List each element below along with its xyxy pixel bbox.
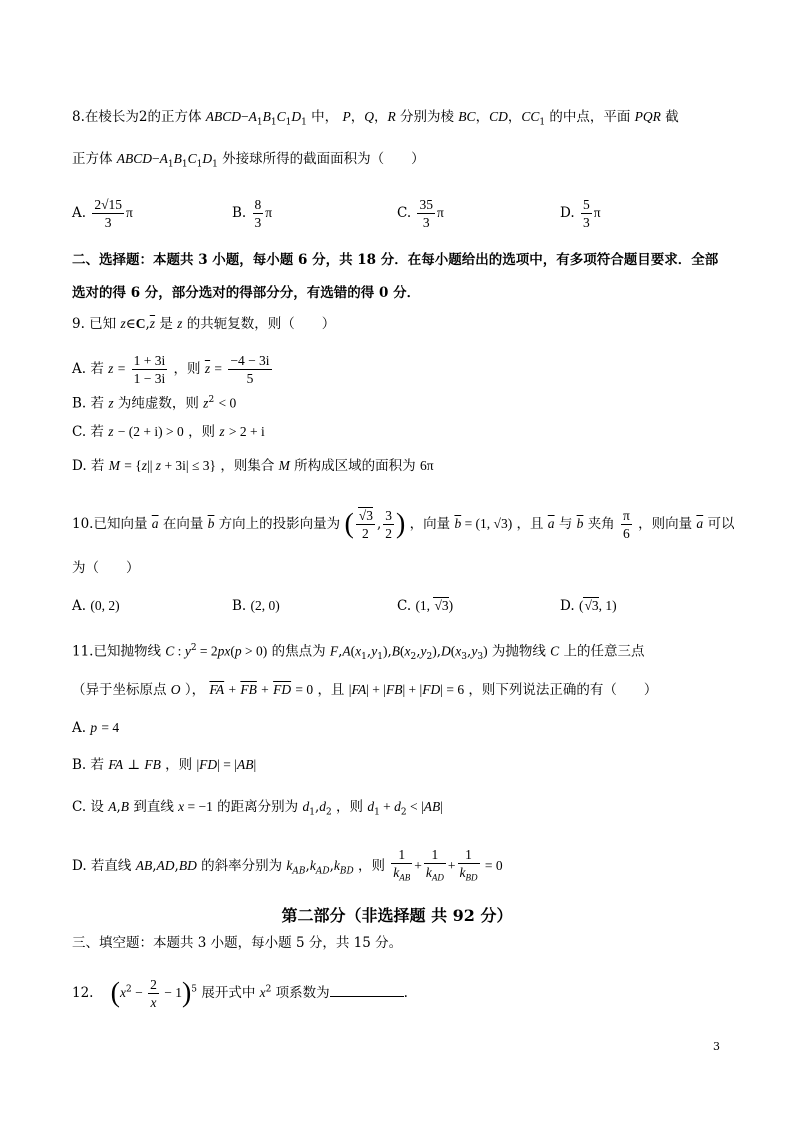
q8-line2: 正方体 $ABCD-A_1B_1C_1D_1$ 外接球所得的截面面积为（ ） [72, 151, 425, 170]
q8-text: 截 [665, 109, 679, 125]
q9-option-d: D. 若 M = {z|| z + 3i| ≤ 3} ，则集合 M 所构成区域的面积为 6π [72, 458, 434, 474]
q8-option-d: D. $\frac{5}{3}$ π [560, 197, 601, 230]
q9-option-c: C. 若 z − (2 + i) > 0 ，则 z > 2 + i [72, 424, 265, 440]
q12-line: 12. ($x^2$ − $\frac{2}{x}$ − 1)$^5$ 展开式中 $x^2$ 项系数为 . [72, 977, 408, 1010]
section2-line1: 二、选择题：本题共 3 小题，每小题 6 分，共 18 分．在每小题给出的选项中，有多项符合题目要求．全部 [72, 252, 719, 268]
q11-option-d: D. 若直线 AB,AD,BD 的斜率分别为 $k_{AB},k_{AD},k_{BD}$ ，则 $\frac{1}{k_{AB}}$ + $\frac{1}{k_{AD}}$ + $\frac{1}{k_{BD}}$ = 0 [72, 847, 503, 883]
q10-option-c: C. (1, √3) [397, 598, 454, 614]
q8-option-c: C. $\frac{35}{3}$ π [397, 197, 444, 230]
q10-option-d: D. (√3, 1) [560, 598, 617, 614]
q8-text: 8.在棱长为2的正方体 [72, 109, 202, 125]
q9-option-b: B. 若 z 为纯虚数，则 $z^2 < 0$ [72, 395, 237, 412]
section3-heading: 三、填空题：本题共 3 小题，每小题 5 分，共 15 分。 [72, 935, 403, 951]
q11-line1: 11.已知抛物线 C : $y^2 = 2px(p > 0)$ 的焦点为 $F,A(x_1,y_1),B(x_2,y_2),D(x_3,y_3)$ 为抛物线 C 上的任意三点 [72, 643, 645, 663]
page-number: 3 [713, 1040, 720, 1053]
q8-text: 的中点，平面 [549, 109, 631, 125]
q8-option-b: B. $\frac{8}{3}$ π [232, 197, 273, 230]
q10-line1: 10.已知向量 $\overline{a}$ 在向量 $\overline{b}$ 方向上的投影向量为 ( $\frac{√3}{2}$ , $\frac{3}{2}$ ) ，向量 $\overline{b} = (1$, √3) ，且 $\overline{a}$ 与 $\overline{b}$ 夹角 $\frac{\pi}{6}$ ，则向量 $\overline{a}$ 可以 [72, 508, 735, 541]
q9-stem: 9. 已知 $z\in C,\overline{z}$ 是 z 的共轭复数，则（ ） [72, 316, 336, 332]
q12-answer-blank[interactable] [330, 984, 404, 997]
section2-line2: 选对的得 6 分，部分选对的得部分分，有选错的得 0 分． [72, 285, 421, 301]
q8-text: 分别为棱 [400, 109, 454, 125]
q11-option-b: B. 若 FA ⊥ FB ，则 |FD| = |AB| [72, 757, 257, 773]
q8-text: 外接球所得的截面面积为（ ） [222, 151, 425, 167]
q8-line1: 8.在棱长为2的正方体 $ABCD-A_1B_1C_1D_1$ 中， P，Q，R 分别为棱 BC，CD，$CC_1$ 的中点，平面 PQR 截 [72, 109, 679, 128]
q10-option-b: B. (2, 0) [232, 598, 280, 614]
math-cube: ABCD [205, 109, 242, 124]
q8-option-a: A. $\frac{2√15}{3}$ π [72, 197, 133, 230]
part2-title: 第二部分（非选择题 共 92 分） [281, 906, 513, 925]
q11-option-c: C. 设 A,B 到直线 x = −1 的距离分别为 $d_1,d_2$ ，则 $d_1 + d_2 < |AB|$ [72, 799, 443, 818]
q10-line2: 为（ ） [72, 560, 140, 576]
q8-text: 中， [311, 109, 339, 125]
q9-option-a: A. 若 z = $\frac{1 + 3i}{1 - 3i}$ ，则 $\overline{z}$ = $\frac{-4 - 3i}{5}$ [72, 353, 270, 386]
q11-line2: （异于坐标原点 O ）， $\overline{FA} + \overline{FB} + \overline{FD} = 0$ ，且 |FA| + |FB| + |FD| = 6 ，则下列说法正确的有（ ） [72, 682, 658, 698]
q10-option-a: A. (0, 2) [72, 598, 120, 614]
q8-text: 正方体 [72, 151, 113, 167]
q11-option-a: A. p = 4 [72, 720, 120, 736]
